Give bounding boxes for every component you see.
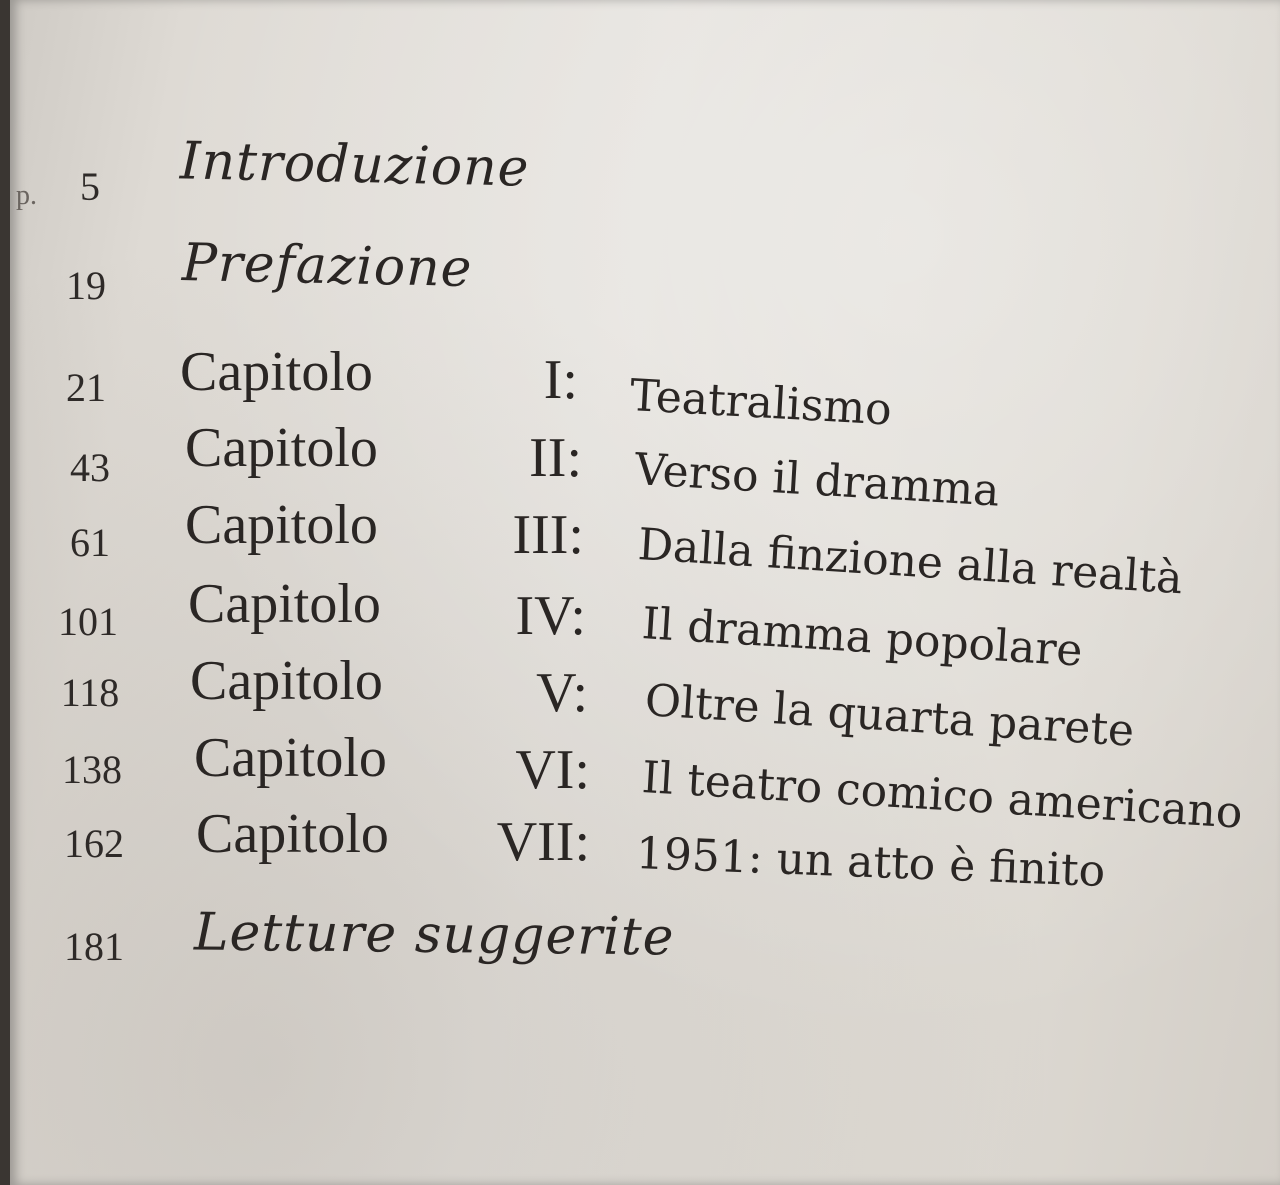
toc-page-number: 19	[66, 263, 106, 308]
toc-title: Teatralismo	[628, 370, 894, 436]
toc-chapter-number: VII:	[496, 811, 590, 873]
toc-title: 1951: un atto è finito	[635, 828, 1107, 898]
toc-entry-chapter-7	[10, 802, 1280, 898]
toc-page-number: 181	[64, 924, 124, 969]
toc-page-number: 61	[70, 520, 110, 565]
toc-title: Prefazione	[181, 232, 474, 300]
toc-page-number: 138	[62, 747, 122, 792]
toc-title: Il teatro comico americano	[640, 752, 1244, 839]
toc-entry-prefazione	[10, 232, 1280, 328]
toc-chapter-label: Capitolo	[185, 417, 378, 479]
toc-chapter-label: Capitolo	[190, 650, 383, 712]
toc-title: Introduzione	[179, 131, 531, 199]
toc-chapter-label: Capitolo	[185, 494, 378, 556]
toc-page-number: 101	[58, 599, 118, 644]
toc-chapter-label: Capitolo	[180, 341, 373, 403]
toc-chapter-number: VI:	[515, 739, 590, 801]
toc-title: Verso il dramma	[633, 444, 1001, 517]
toc-chapter-label: Capitolo	[196, 803, 389, 865]
toc-chapter-label: Capitolo	[194, 727, 387, 789]
toc-chapter-number: IV:	[515, 585, 586, 647]
toc-entry-letture	[10, 902, 1280, 995]
toc-page-number: 43	[70, 445, 110, 490]
toc-chapter-label: Capitolo	[188, 573, 381, 635]
toc-title: Oltre la quarta parete	[643, 675, 1136, 757]
toc-chapter-number: II:	[529, 427, 582, 489]
toc-page-number: 21	[66, 365, 106, 410]
page-edge-mark: p.	[16, 180, 37, 211]
toc-page-number: 5	[80, 164, 100, 209]
toc-entry-chapter-3	[10, 493, 1280, 605]
toc-title: Dalla finzione alla realtà	[636, 519, 1185, 605]
toc-title: Letture suggerite	[193, 902, 675, 968]
toc-page-number: 118	[60, 670, 120, 715]
book-page	[10, 0, 1280, 1185]
toc-entry-introduzione	[10, 131, 1280, 225]
toc-title: Il dramma popolare	[640, 598, 1084, 677]
toc-chapter-number: III:	[512, 504, 584, 566]
toc-chapter-number: V:	[536, 662, 588, 724]
toc-page-number: 162	[64, 821, 124, 866]
toc-chapter-number: I:	[543, 349, 578, 411]
